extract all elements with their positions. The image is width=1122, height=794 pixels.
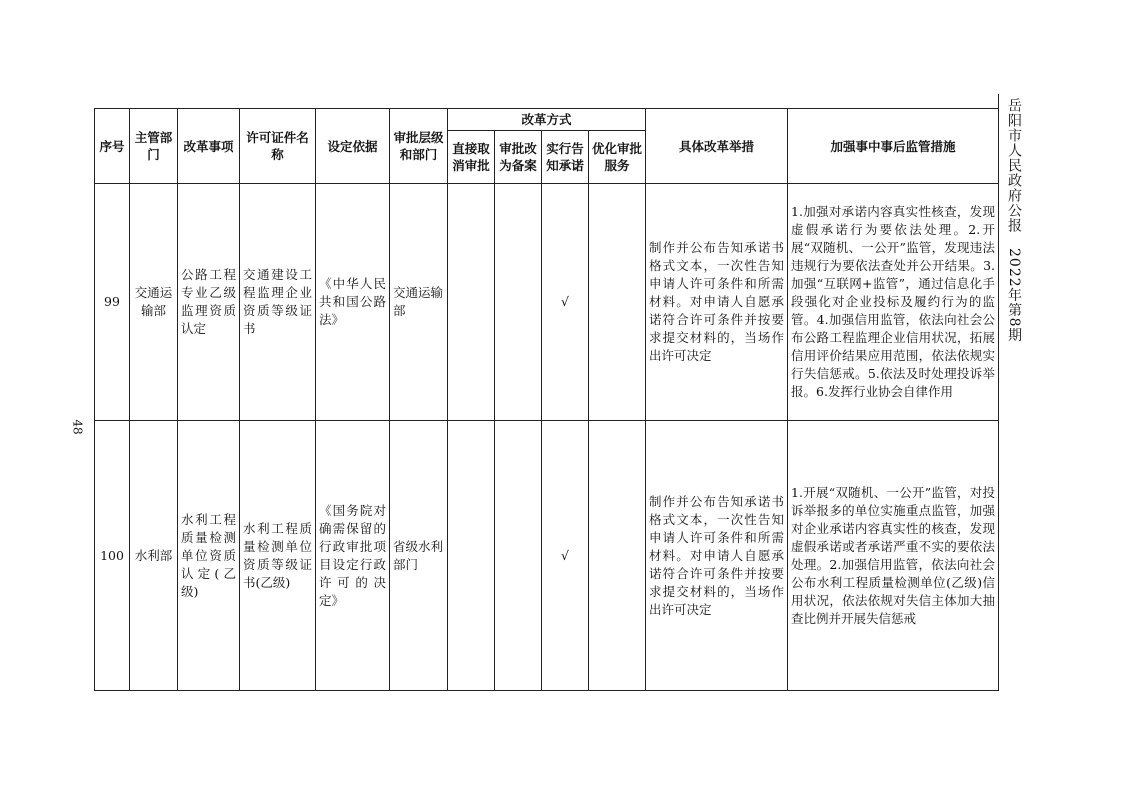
cell-supervision: 1.加强对承诺内容真实性核查，发现虚假承诺行为要依法处理。2.开展“双随机、一公开”监管，发现违法违规行为要依法查处并公开结果。3.加强“互联网+监管”，通过信息化手段强化对企业投标及履约行为的监管。4.加强信用监管，依法向社会公布公路工程监理企业信用状况，拓展信用评价结果应用范围，依法依规实行失信惩戒。5.依法及时处理投诉举报。6.发挥行业协会自律作用 [788,184,999,421]
header-method-cancel: 直接取消审批 [448,131,495,184]
cell-dept: 水利部 [130,421,178,691]
header-basis: 设定依据 [316,109,390,184]
cell-item: 水利工程质量检测单位资质认定(乙级) [178,421,240,691]
header-cert: 许可证件名称 [240,109,316,184]
header-method-optimize: 优化审批服务 [589,131,646,184]
cell-cert: 交通建设工程监理企业资质等级证书 [240,184,316,421]
header-measures: 具体改革举措 [646,109,788,184]
cell-optimize [589,184,646,421]
cell-cert: 水利工程质量检测单位资质等级证书(乙级) [240,421,316,691]
cell-record [495,184,542,421]
cell-item: 公路工程专业乙级监理资质认定 [178,184,240,421]
cell-measures: 制作并公布告知承诺书格式文本，一次性告知申请人许可条件和所需材料。对申请人自愿承诺符合许可条件并按要求提交材料的，当场作出许可决定 [646,184,788,421]
cell-basis: 《中华人民共和国公路法》 [316,184,390,421]
table-row [95,184,999,421]
cell-seq: 99 [95,184,130,421]
cell-record [495,421,542,691]
header-dept: 主管部门 [130,109,178,184]
cell-level: 交通运输部 [390,184,448,421]
header-item: 改革事项 [178,109,240,184]
header-seq: 序号 [95,109,130,184]
table-row [95,421,999,691]
cell-supervision: 1.开展“双随机、一公开”监管，对投诉举报多的单位实施重点监管，加强对企业承诺内容真实性的核查，发现虚假承诺或者承诺严重不实的要依法处理。2.加强信用监管，依法向社会公布水利工程质量检测单位(乙级)信用状况，依法依规对失信主体加大抽查比例并开展失信惩戒 [788,421,999,691]
cell-notify: √ [542,421,589,691]
side-rule [998,94,999,690]
header-supervision: 加强事中事后监管措施 [788,109,999,184]
cell-seq: 100 [95,421,130,691]
cell-basis: 《国务院对确需保留的行政审批项目设定行政许可的决定》 [316,421,390,691]
header-level: 审批层级和部门 [390,109,448,184]
cell-cancel [448,184,495,421]
cell-level: 省级水利部门 [390,421,448,691]
cell-dept: 交通运输部 [130,184,178,421]
header-method-notify: 实行告知承诺 [542,131,589,184]
header-method: 改革方式 [448,109,646,131]
cell-optimize [589,421,646,691]
cell-notify: √ [542,184,589,421]
journal-side-title: 岳阳市人民政府公报 2022年第8期 [1006,98,1022,343]
reform-table [94,108,999,691]
header-method-record: 审批改为备案 [495,131,542,184]
page-number: 48 [70,419,85,435]
cell-measures: 制作并公布告知承诺书格式文本，一次性告知申请人许可条件和所需材料。对申请人自愿承诺符合许可条件并按要求提交材料的，当场作出许可决定 [646,421,788,691]
cell-cancel [448,421,495,691]
